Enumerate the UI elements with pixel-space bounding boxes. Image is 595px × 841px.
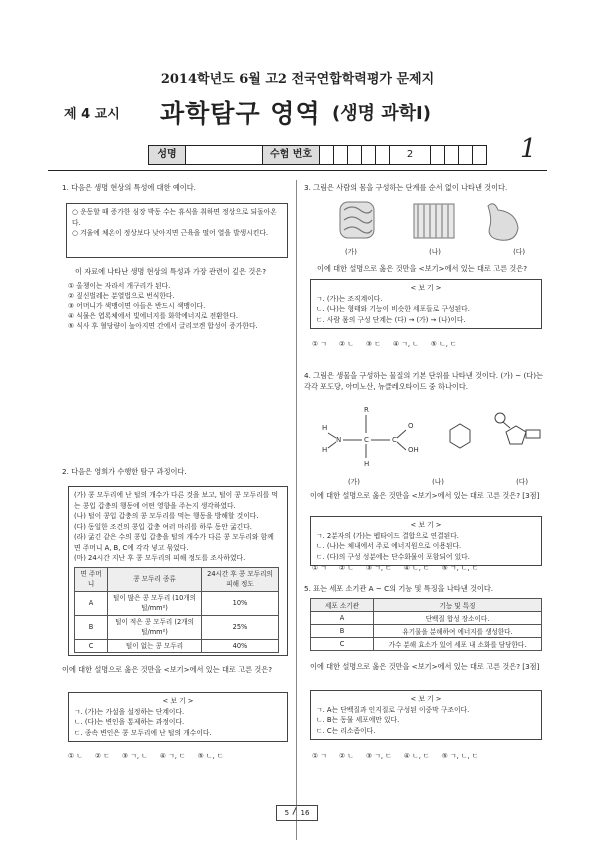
q2-table-cell: A xyxy=(75,591,108,615)
q3-option[interactable]: ③ ㄷ xyxy=(366,340,381,348)
q4-labels xyxy=(348,476,528,486)
q3-bogi-item: ㄴ. (나)는 형태와 기능이 비슷한 세포들로 구성된다. xyxy=(316,305,470,313)
q5-table-cell: 유기물을 분해하여 에너지를 생성한다. xyxy=(374,625,542,638)
q3-stem: 3. 그림은 사람의 몸을 구성하는 단계를 순서 없이 나타낸 것이다. xyxy=(304,183,508,192)
q5-bogi-item: ㄱ. A는 단백질과 인지질로 구성된 이중막 구조이다. xyxy=(316,705,470,714)
q4-question: 이에 대한 설명으로 옳은 것만을 <보기>에서 있는 대로 고른 것은? [3점] xyxy=(310,491,540,500)
q2-stem: 2. 다음은 영희가 수행한 탐구 과정이다. xyxy=(62,467,187,476)
q4-label: (가) xyxy=(348,478,360,486)
q2-table-header: 면 주머니 xyxy=(75,567,108,591)
q5-options xyxy=(312,751,552,761)
q2-step: (다) 동일한 조건의 콩입 갑충 여러 마리를 하루 동안 굶긴다. xyxy=(74,522,252,531)
q3-question: 이에 대한 설명으로 옳은 것만을 <보기>에서 있는 대로 고른 것은? xyxy=(317,264,528,273)
q3-figure xyxy=(330,196,540,246)
q4-bogi-item: ㄱ. 2분자의 (가)는 펩타이드 결합으로 연결된다. xyxy=(316,531,459,540)
exam-digit-box[interactable] xyxy=(376,146,390,164)
q5-question: 이에 대한 설명으로 옳은 것만을 <보기>에서 있는 대로 고른 것은? [3점] xyxy=(310,662,540,671)
q2-table-cell: C xyxy=(75,639,108,653)
q2-step: (라) 굶긴 같은 수의 콩입 갑충을 털의 개수가 다른 콩 모두리와 함께 면 주머니 A, B, C에 각각 넣고 묶었다. xyxy=(74,533,274,552)
q2-box xyxy=(68,486,288,656)
q4-stem: 4. 그림은 생물을 구성하는 물질의 기본 단위를 나타낸 것이다. (가) ~ (다)는 각각 포도당, 아미노산, 뉴클레오타이드 중 하나이다. xyxy=(304,371,543,391)
formula-o: O xyxy=(408,422,414,430)
q5-bogi xyxy=(310,690,542,740)
name-label: 성명 xyxy=(149,146,186,164)
formula-oh: OH xyxy=(408,446,419,454)
exam-digit-box[interactable] xyxy=(348,146,362,164)
q2-step: (가) 콩 모두리에 난 털의 개수가 다른 것을 보고, 털이 콩 모두리를 먹는 콩입 갑충의 행동에 어떤 영향을 주는지 생각하였다. xyxy=(74,491,279,510)
q4-option[interactable]: ③ ㄱ, ㄷ xyxy=(366,564,392,572)
q3-bogi-item: ㄱ. (가)는 조직계이다. xyxy=(316,294,383,303)
q4-bogi-item: ㄴ. (나)는 체내에서 주로 에너지원으로 이용된다. xyxy=(316,542,462,550)
footer-slash xyxy=(293,807,297,815)
q3-option[interactable]: ⑤ ㄴ, ㄷ xyxy=(430,340,457,348)
q1-option[interactable]: ③ 어머니가 색맹이면 아들은 반드시 색맹이다. xyxy=(68,302,206,310)
q5-stem: 5. 표는 세포 소기관 A ~ C의 기능 및 특징을 나타낸 것이다. xyxy=(304,584,494,593)
q2-option[interactable]: ⑤ ㄴ, ㄷ xyxy=(197,752,224,760)
exam-digit-box[interactable] xyxy=(431,146,445,164)
q2-table-cell: 털이 적은 콩 모두리 (2개의 털/mm²) xyxy=(108,615,202,639)
amino-acid-formula xyxy=(322,406,419,468)
page-footer xyxy=(276,805,318,821)
q3-bogi-item: ㄷ. 사람 몸의 구성 단계는 (다) → (가) → (나)이다. xyxy=(316,315,466,324)
exam-digit-box[interactable] xyxy=(445,146,459,164)
exam-digit-box[interactable] xyxy=(320,146,334,164)
q2-bogi-item: ㄱ. (가)는 가설을 설정하는 단계이다. xyxy=(74,707,185,716)
q2-option[interactable]: ① ㄴ xyxy=(68,752,83,760)
exam-digit-box[interactable] xyxy=(334,146,348,164)
q3-option[interactable]: ① ㄱ xyxy=(312,340,327,348)
q1-box-line: ○ 운동할 때 증가한 심장 박동 수는 휴식을 취하면 정상으로 되돌아온다. xyxy=(72,208,277,227)
subsubject-title: (생명 과학Ⅰ) xyxy=(332,103,431,124)
exam-digit-box[interactable] xyxy=(473,146,486,164)
subject-title: 과학탐구 영역 xyxy=(160,99,321,128)
formula-r: R xyxy=(364,406,369,414)
exam-title: 2014학년도 6월 고2 전국연합학력평가 문제지 xyxy=(160,72,435,87)
intestine-illustration xyxy=(340,202,374,238)
q4-bogi-title: < 보 기 > xyxy=(410,521,442,529)
glucose-hexagon xyxy=(450,424,470,448)
q1-box xyxy=(66,203,288,258)
q4-bogi-item: ㄷ. (다)의 구성 성분에는 단수화물이 포함되어 있다. xyxy=(316,552,470,561)
q2-option[interactable]: ③ ㄱ, ㄴ xyxy=(122,752,148,760)
q3-bogi-title: < 보 기 > xyxy=(410,284,442,292)
q5-option[interactable]: ⑤ ㄱ, ㄴ, ㄷ xyxy=(441,752,479,760)
q2-bogi-title: < 보 기 > xyxy=(162,697,194,705)
q2-table-cell: 40% xyxy=(202,639,279,653)
q4-option[interactable]: ① ㄱ xyxy=(312,564,327,572)
formula-c: C xyxy=(392,436,397,444)
q5-bogi-item: ㄴ. B는 동물 세포에만 있다. xyxy=(316,716,400,724)
q2-table-cell: 10% xyxy=(202,591,279,615)
q1-question: 이 자료에 나타난 생명 현상의 특성과 가장 관련이 깊은 것은? xyxy=(75,267,267,276)
q2-table-cell: B xyxy=(75,615,108,639)
q2-table xyxy=(74,567,279,654)
column-divider xyxy=(296,180,297,840)
q1-options xyxy=(68,281,293,331)
exam-number-label: 수험 번호 xyxy=(263,146,320,164)
q2-option[interactable]: ④ ㄱ, ㄷ xyxy=(159,752,186,760)
q5-option[interactable]: ③ ㄱ, ㄷ xyxy=(366,752,392,760)
header-divider xyxy=(48,170,547,171)
q2-option[interactable]: ② ㄷ xyxy=(95,752,110,760)
exam-digit-box[interactable] xyxy=(362,146,376,164)
q3-labels xyxy=(345,246,525,256)
q3-options xyxy=(312,339,547,349)
q1-option[interactable]: ④ 식물은 엽록체에서 빛에너지를 화학에너지로 전환한다. xyxy=(68,312,239,320)
q3-option[interactable]: ② ㄴ xyxy=(339,340,354,348)
q1-stem: 1. 다음은 생명 현상의 특성에 대한 예이다. xyxy=(62,183,196,192)
q2-bogi xyxy=(68,692,288,742)
q3-label: (가) xyxy=(345,248,357,256)
q2-table-cell: 털이 많은 콩 모두리 (10개의 털/mm²) xyxy=(108,591,202,615)
q4-bogi xyxy=(310,516,542,566)
formula-n: N xyxy=(336,436,342,444)
formula-h: H xyxy=(322,424,328,432)
q5-table-cell: C xyxy=(311,638,374,651)
q4-label: (다) xyxy=(516,478,528,486)
q2-table-header: 콩 모두리 종류 xyxy=(108,567,202,591)
footer-total: 16 xyxy=(300,809,310,817)
q3-option[interactable]: ④ ㄱ, ㄴ xyxy=(393,340,419,348)
q4-options xyxy=(312,563,552,573)
q3-label: (나) xyxy=(429,248,441,256)
q5-option[interactable]: ④ ㄴ, ㄷ xyxy=(403,752,430,760)
q5-table xyxy=(310,598,542,651)
exam-digit-box[interactable] xyxy=(459,146,473,164)
q4-figure xyxy=(320,400,545,470)
q5-table-header: 세포 소기관 xyxy=(311,599,374,612)
q2-step: (나) 털이 콩입 갑충의 콩 모두리를 먹는 행동을 방해할 것이다. xyxy=(74,512,259,520)
formula-h: H xyxy=(364,460,370,468)
q1-option[interactable]: ⑤ 식사 후 혈당량이 높아지면 간에서 글리코겐 합성이 증가한다. xyxy=(68,322,258,330)
period-label: 제 4 교시 xyxy=(64,107,120,122)
name-field[interactable] xyxy=(186,146,263,164)
tissue-illustration xyxy=(414,204,454,238)
q1-box-line: ○ 겨울에 체온이 정상보다 낮아지면 근육을 떨어 열을 발생시킨다. xyxy=(72,229,269,237)
q3-label: (다) xyxy=(513,248,525,256)
q2-bogi-item: ㄷ. 종속 변인은 콩 모두리에 난 털의 개수이다. xyxy=(74,728,212,737)
q4-option[interactable]: ⑤ ㄱ, ㄴ, ㄷ xyxy=(441,564,479,572)
q4-option[interactable]: ② ㄴ xyxy=(339,564,354,572)
q5-table-cell: A xyxy=(311,612,374,625)
q2-table-cell: 털이 없는 콩 모두리 xyxy=(108,639,202,653)
q5-option[interactable]: ① ㄱ xyxy=(312,752,327,760)
q2-table-header: 24시간 후 콩 모두리의 피해 정도 xyxy=(202,567,279,591)
nucleotide-shape xyxy=(495,413,540,444)
q1-option[interactable]: ② 짚신벌레는 분열법으로 번식한다. xyxy=(68,292,175,300)
q2-step: (마) 24시간 지난 후 콩 모두리의 피해 정도를 조사하였다. xyxy=(74,554,246,562)
formula-c: C xyxy=(364,436,369,444)
q5-table-cell: 가수 분해 효소가 있어 세포 내 소화를 담당한다. xyxy=(374,638,542,651)
q3-bogi xyxy=(310,279,542,329)
exam-digit-fixed: 2 xyxy=(390,146,431,164)
q5-bogi-item: ㄷ. C는 리소좀이다. xyxy=(316,726,376,735)
q5-table-header: 기능 및 특징 xyxy=(374,599,542,612)
q5-table-cell: B xyxy=(311,625,374,638)
q5-option[interactable]: ② ㄴ xyxy=(339,752,354,760)
q5-table-cell: 단백질 합성 장소이다. xyxy=(374,612,542,625)
formula-h: H xyxy=(322,446,328,454)
stomach-illustration xyxy=(488,204,518,241)
q2-question: 이에 대한 설명으로 옳은 것만을 <보기>에서 있는 대로 고른 것은? xyxy=(62,665,273,674)
q5-bogi-title: < 보 기 > xyxy=(410,695,442,703)
q2-bogi-item: ㄴ. (다)는 변인을 통제하는 과정이다. xyxy=(74,718,185,726)
q2-table-cell: 25% xyxy=(202,615,279,639)
footer-current: 5 xyxy=(284,809,290,817)
page-number: 1 xyxy=(520,134,537,164)
q1-option[interactable]: ① 올챙이는 자라서 개구리가 된다. xyxy=(68,282,171,290)
info-bar xyxy=(148,145,487,165)
q4-label: (나) xyxy=(432,478,444,486)
q2-options xyxy=(68,751,296,761)
q4-option[interactable]: ④ ㄴ, ㄷ xyxy=(403,564,430,572)
